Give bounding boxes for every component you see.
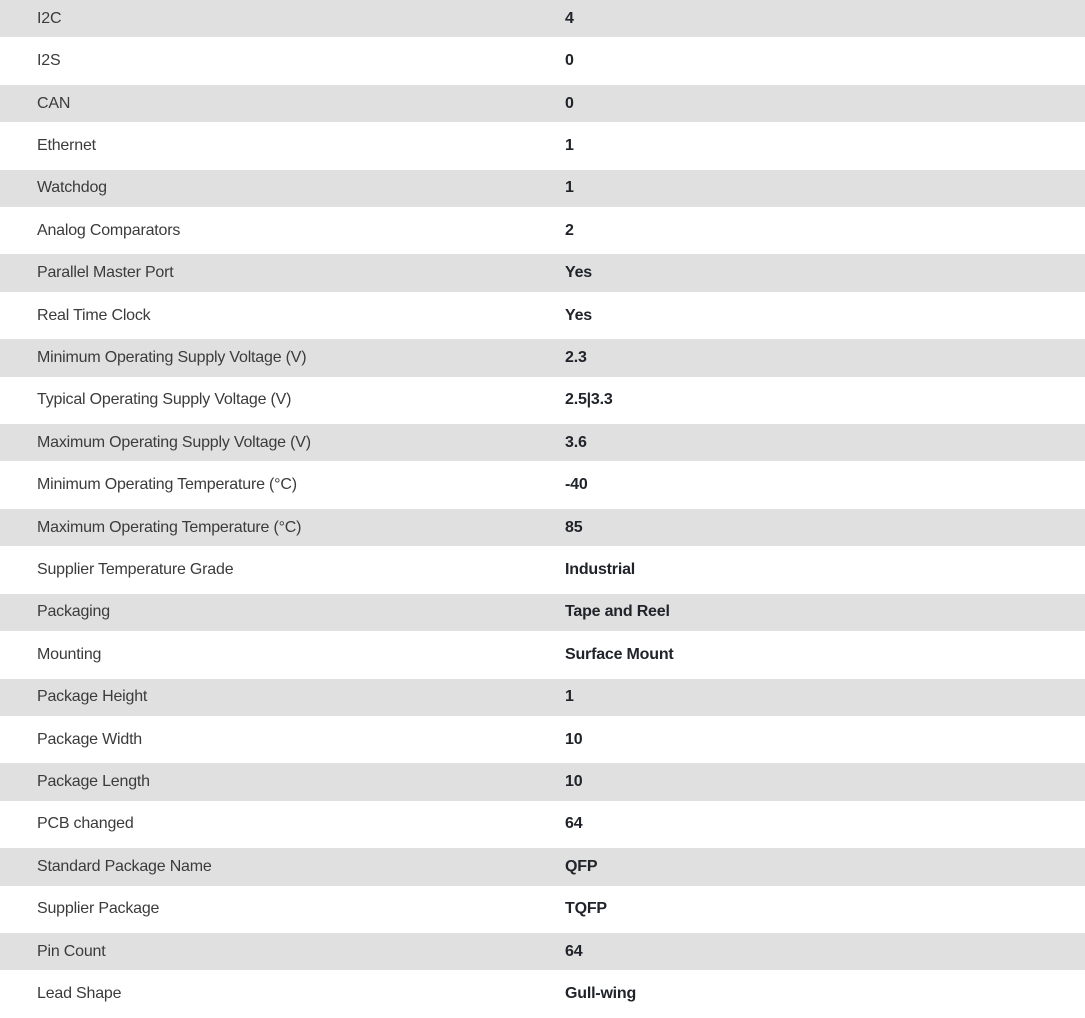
spec-value: 2 — [565, 221, 574, 239]
spec-value: Tape and Reel — [565, 603, 670, 621]
spec-row — [0, 721, 1085, 763]
spec-value: Yes — [565, 264, 592, 282]
spec-value: 64 — [565, 942, 583, 960]
spec-label: I2C — [37, 9, 62, 27]
spec-value: 2.5|3.3 — [565, 391, 613, 409]
spec-value: 10 — [565, 773, 583, 791]
spec-label: Lead Shape — [37, 985, 122, 1003]
spec-value: 0 — [565, 52, 574, 70]
spec-value: 2.3 — [565, 348, 587, 366]
spec-label: Mounting — [37, 645, 102, 663]
spec-label: Minimum Operating Supply Voltage (V) — [37, 348, 307, 366]
spec-value: TQFP — [565, 900, 607, 918]
spec-label: Typical Operating Supply Voltage (V) — [37, 391, 292, 409]
spec-label: Ethernet — [37, 136, 96, 154]
spec-row — [0, 891, 1085, 933]
spec-row — [0, 127, 1085, 169]
spec-label: Maximum Operating Temperature (°C) — [37, 518, 302, 536]
spec-value: Surface Mount — [565, 645, 674, 663]
spec-value: 4 — [565, 9, 574, 27]
spec-label: Real Time Clock — [37, 306, 151, 324]
spec-row — [0, 975, 1085, 1017]
spec-label: Supplier Temperature Grade — [37, 560, 234, 578]
spec-label: Supplier Package — [37, 900, 160, 918]
spec-row — [0, 509, 1085, 551]
spec-row — [0, 594, 1085, 636]
spec-value: Industrial — [565, 560, 636, 578]
spec-row — [0, 551, 1085, 593]
spec-row — [0, 636, 1085, 678]
spec-row — [0, 763, 1085, 805]
spec-row — [0, 254, 1085, 296]
spec-value: 64 — [565, 815, 583, 833]
spec-label: I2S — [37, 52, 61, 70]
spec-label: Package Length — [37, 773, 150, 791]
spec-value: 0 — [565, 94, 574, 112]
spec-value: 1 — [565, 688, 574, 706]
spec-value: 10 — [565, 730, 583, 748]
spec-row — [0, 42, 1085, 84]
spec-value: 3.6 — [565, 433, 587, 451]
spec-label: Package Height — [37, 688, 148, 706]
spec-label: PCB changed — [37, 815, 134, 833]
spec-row — [0, 806, 1085, 848]
spec-row — [0, 170, 1085, 212]
spec-row — [0, 382, 1085, 424]
spec-value: Gull-wing — [565, 985, 637, 1003]
spec-label: Pin Count — [37, 942, 106, 960]
spec-value: -40 — [565, 476, 588, 494]
spec-label: Maximum Operating Supply Voltage (V) — [37, 433, 311, 451]
spec-row — [0, 679, 1085, 721]
spec-label: Minimum Operating Temperature (°C) — [37, 476, 297, 494]
spec-row — [0, 466, 1085, 508]
spec-value: QFP — [565, 857, 598, 875]
spec-row — [0, 933, 1085, 975]
spec-row — [0, 85, 1085, 127]
spec-row — [0, 297, 1085, 339]
spec-value: 1 — [565, 179, 574, 197]
spec-label: Parallel Master Port — [37, 264, 174, 282]
spec-row — [0, 339, 1085, 381]
spec-row — [0, 0, 1085, 42]
spec-label: Watchdog — [37, 179, 107, 197]
spec-value: Yes — [565, 306, 592, 324]
spec-label: Analog Comparators — [37, 221, 181, 239]
spec-label: CAN — [37, 94, 71, 112]
spec-row — [0, 212, 1085, 254]
spec-value: 1 — [565, 136, 574, 154]
spec-row — [0, 424, 1085, 466]
spec-label: Packaging — [37, 603, 110, 621]
spec-label: Standard Package Name — [37, 857, 212, 875]
spec-label: Package Width — [37, 730, 143, 748]
spec-row — [0, 848, 1085, 890]
spec-value: 85 — [565, 518, 583, 536]
